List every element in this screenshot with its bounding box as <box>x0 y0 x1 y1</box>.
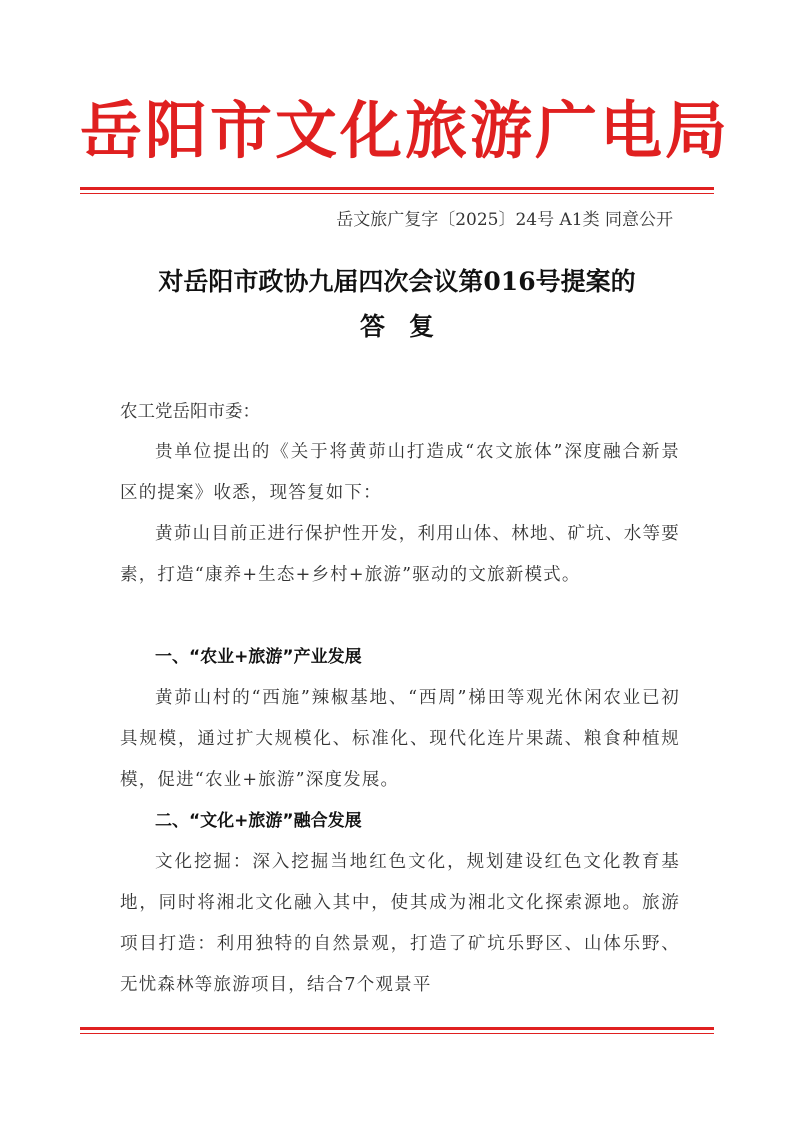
section-heading-agriculture-tourism: 一、“农业+旅游”产业发展 <box>155 647 362 667</box>
document-title-line2: 答复 <box>359 312 458 341</box>
footer-divider-thick <box>80 1027 714 1030</box>
paragraph-overview: 黄茆山目前正进行保护性开发，利用山体、林地、矿坑、水等要素，打造“康养+生态+乡村+旅游”驱动的文旅新模式。 <box>120 524 680 585</box>
addressee: 农工党岳阳市委： <box>120 402 260 422</box>
paragraph-acknowledgement: 贵单位提出的《关于将黄茆山打造成“农文旅体”深度融合新景区的提案》收悉，现答复如下： <box>120 442 680 503</box>
paragraph-culture-tourism: 文化挖掘：深入挖掘当地红色文化，规划建设红色文化教育基地，同时将湘北文化融入其中，使其成为湘北文化探索源地。旅游项目打造：利用独特的自然景观，打造了矿坑乐野区、山体乐野、无忧森林等旅游项目，结合7个观景平 <box>120 852 680 995</box>
letterhead-divider-thin <box>80 193 714 194</box>
document-number: 岳文旅广复字〔2025〕24号 A1类 同意公开 <box>336 210 673 230</box>
footer-divider-thin <box>80 1033 714 1034</box>
section-heading-culture-tourism: 二、“文化+旅游”融合发展 <box>155 811 362 831</box>
paragraph-agriculture-tourism: 黄茆山村的“西施”辣椒基地、“西周”梯田等观光休闲农业已初具规模，通过扩大规模化、标准化、现代化连片果蔬、粮食种植规模，促进“农业+旅游”深度发展。 <box>120 688 680 790</box>
document-title-line1: 对岳阳市政协九届四次会议第016号提案的 <box>158 267 636 296</box>
org-letterhead-title: 岳阳市文化旅游广电局 <box>80 94 731 167</box>
letterhead-divider-thick <box>80 187 714 190</box>
